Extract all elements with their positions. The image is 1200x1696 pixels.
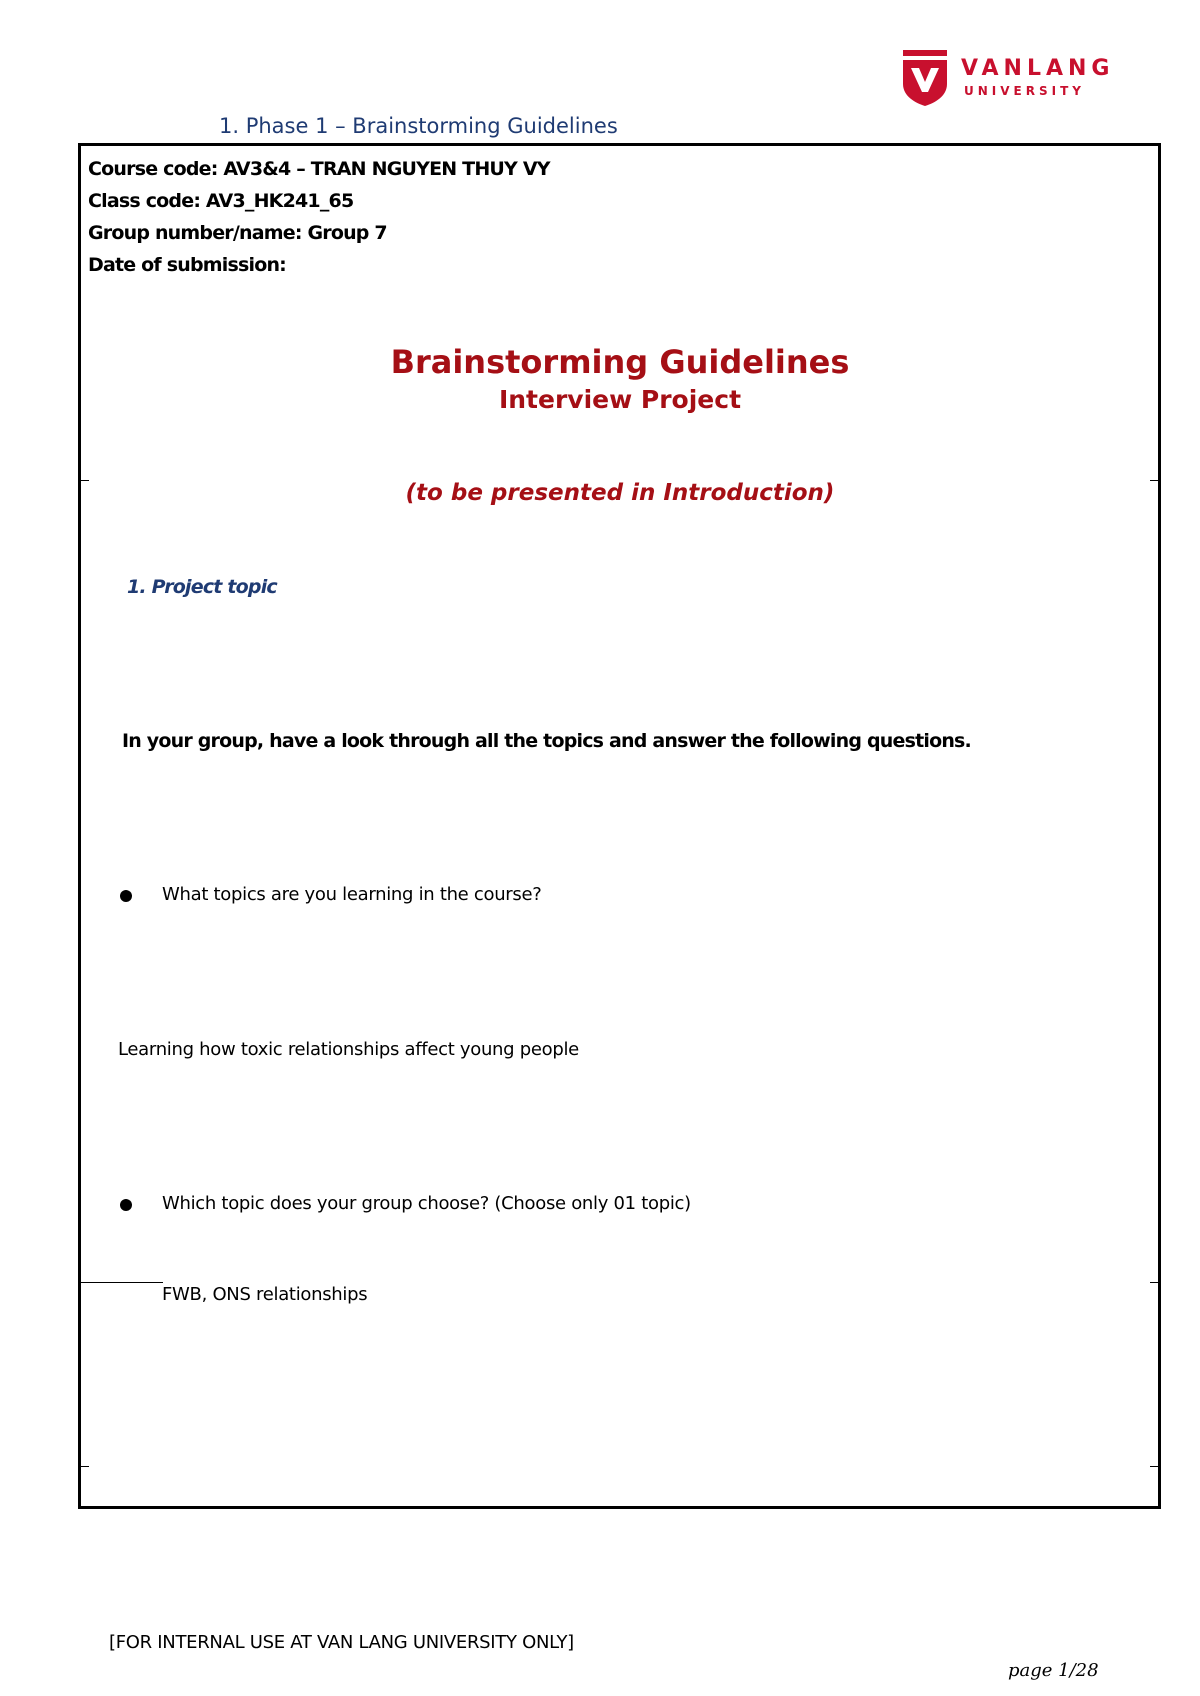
bullet-icon — [120, 1199, 132, 1211]
phase-heading: 1. Phase 1 – Brainstorming Guidelines — [219, 114, 618, 138]
document-title: Brainstorming Guidelines — [390, 343, 850, 381]
bullet-icon — [120, 890, 132, 902]
footer-notice: [FOR INTERNAL USE AT VAN LANG UNIVERSITY ONLY] — [109, 1632, 574, 1653]
divider-line — [81, 1282, 163, 1283]
question-text: Which topic does your group choose? (Choose only 01 topic) — [162, 1193, 691, 1214]
answer-text: FWB, ONS relationships — [162, 1284, 368, 1305]
course-code: Course code: AV3&4 – TRAN NGUYEN THUY VY — [88, 158, 550, 180]
university-logo — [901, 50, 1115, 108]
shield-logo-icon — [901, 50, 949, 106]
instruction-text: In your group, have a look through all the topics and answer the following questions. — [122, 730, 971, 752]
document-subtitle: Interview Project — [498, 385, 742, 414]
submission-date: Date of submission: — [88, 254, 286, 276]
frame-tick-left — [81, 1466, 89, 1467]
logo-name: VANLANG — [961, 56, 1115, 81]
answer-text: Learning how toxic relationships affect young people — [118, 1039, 579, 1060]
frame-tick-right — [1150, 1466, 1158, 1467]
class-code: Class code: AV3_HK241_65 — [88, 190, 354, 212]
document-note: (to be presented in Introduction) — [405, 480, 835, 506]
question-text: What topics are you learning in the course? — [162, 884, 542, 905]
page-number: page 1/28 — [1008, 1660, 1099, 1681]
section-heading: 1. Project topic — [127, 576, 277, 598]
frame-tick-right — [1150, 1282, 1158, 1283]
group-name: Group number/name: Group 7 — [88, 222, 387, 244]
logo-subtitle: UNIVERSITY — [964, 84, 1085, 98]
